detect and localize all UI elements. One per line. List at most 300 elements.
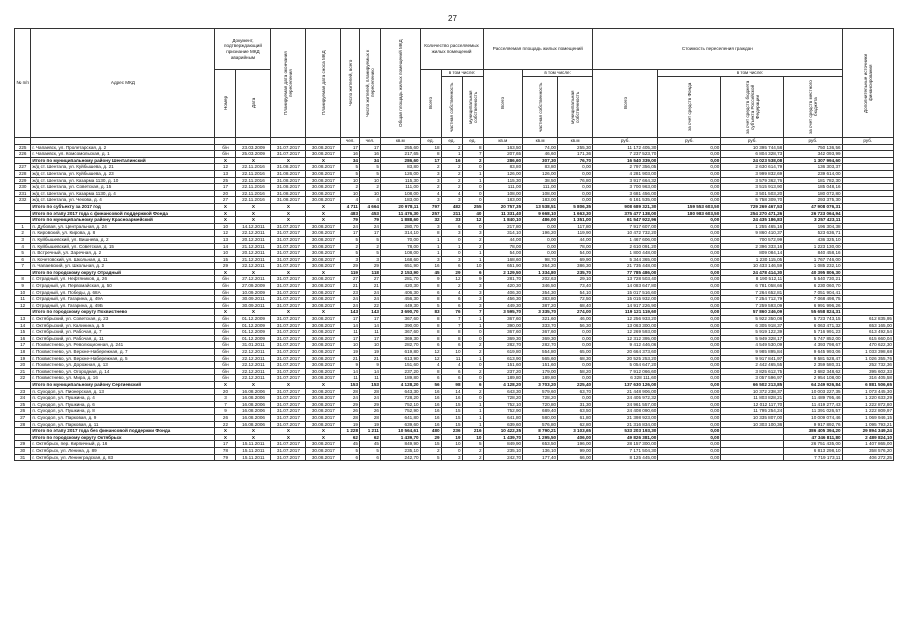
table-cell: 375 477 138,00 [593,210,658,217]
table-cell: 0 [441,447,462,454]
table-row [15,144,894,151]
table-cell: 30.08.2017 [306,223,341,230]
table-cell: 25 [15,401,31,408]
table-cell: 16 [420,401,441,408]
table-cell: 10 372 238,37 [721,388,784,395]
table-cell: б/н [215,144,236,151]
table-cell: X [271,309,306,316]
table-cell: 45 [341,441,360,448]
table-cell: 4 [15,243,31,250]
table-cell: 15 [441,401,462,408]
table-cell: 45 [420,269,441,276]
table-cell: 12 312 395,00 [593,335,658,342]
table-row [15,454,894,461]
table-cell: 10 [341,190,360,197]
table-cell: 252 732,36 [842,362,893,369]
table-cell: 2 630 614,79 [721,164,784,171]
table-cell: 314,10 [380,230,420,237]
table-cell: 21 [341,283,360,290]
table-cell: 7 259 593,09 [721,302,784,309]
table-cell: 22.11.2016 [236,190,271,197]
table-cell: 3 [441,230,462,237]
table-cell: 17 [360,316,381,323]
table-cell: 19 [341,349,360,356]
table-cell: 22.11.2016 [236,197,271,204]
table-cell: 30.08.2017 [306,256,341,263]
table-cell: 1 [462,408,483,415]
table-cell: 255 [462,203,483,210]
table-cell: 369,30 [483,335,523,342]
col-extra-sources: Дополнительные источники финансирования [842,29,893,138]
table-cell: 1 [462,414,483,421]
table-cell: б/н [215,316,236,323]
table-cell: 6 [360,454,381,461]
table-cell: 0 [462,335,483,342]
table-cell: 6 [441,302,462,309]
table-cell: 24 408 090,60 [593,408,658,415]
table-cell: 700 572,99 [721,236,784,243]
cell-address: г. Октябрьский, ул. Калинина, д. 5 [31,322,215,329]
table-cell: 24 435 186,83 [721,217,784,224]
table-cell: 689,40 [523,408,558,415]
table-cell: 72,50 [558,296,593,303]
table-cell: 3 682 348,62 [784,368,842,375]
table-cell: X [215,217,236,224]
cell-address: г. Похвистнево, ул. Дорожная, д. 13 [31,362,215,369]
table-cell: 3 257 423,11 [784,217,842,224]
table-cell: 1 230 115,05 [721,256,784,263]
table-cell: 211 [441,210,462,217]
table-row [15,263,894,270]
table-cell: 21 [341,355,360,362]
table-cell: 19 [360,349,381,356]
cell-address: г. Отрадный, ул. Первомайская, д. 50 [31,283,215,290]
cell-address: г. Отрадный, ул. Победы, д. 68А [31,289,215,296]
table-cell: 3 [441,256,462,263]
table-cell: 3 [420,256,441,263]
table-cell: 1 840,10 [483,217,523,224]
table-cell: 0,00 [658,421,721,428]
table-cell: 6 804 328,73 [721,151,784,158]
table-cell: 7 051 904,41 [784,289,842,296]
table-cell: 11 489 795,46 [784,395,842,402]
table-cell: 29 [341,263,360,270]
cell-address: г. Отрадный, ул. Нефтяников, д. 26 [31,276,215,283]
table-cell: 0,00 [658,381,721,388]
table-cell: 0 [462,362,483,369]
cell-address: ж/д ст. Шентала, ул. Казарма 1130, д. 4 [31,190,215,197]
table-cell: 1 [441,243,462,250]
col-total-area: Общая площадь жилых помещений МКД [380,29,420,138]
table-cell: 16.08.2006 [236,421,271,428]
table-cell: 30.08.2017 [306,441,341,448]
table-cell: 31.07.2017 [271,151,306,158]
table-cell: 6 [15,256,31,263]
table-cell: 54,00 [558,250,593,257]
table-cell: 1 222 809,97 [842,408,893,415]
table-cell: 99,00 [558,447,593,454]
table-cell: 30.08.2017 [306,388,341,395]
table-cell: 565,60 [523,355,558,362]
table-cell: 0,00 [658,230,721,237]
table-cell: 14 [15,322,31,329]
table-cell: 55 658 824,31 [784,309,842,316]
table-cell: 2 [462,447,483,454]
table-cell: 26 751 435,00 [784,441,842,448]
table-cell: 9 [420,276,441,283]
table-cell: 0,00 [658,349,721,356]
table-cell: 31.07.2017 [271,375,306,382]
table-cell: 0,00 [658,329,721,336]
table-cell: 17 [341,316,360,323]
table-cell: 7 [215,401,236,408]
table-cell: 0,00 [658,170,721,177]
table-cell: 0 [441,236,462,243]
table-cell: 20 525 253,20 [593,355,658,362]
table-cell: 387,20 [523,302,558,309]
table-cell: 2 797 356,05 [593,164,658,171]
table-cell: 908 689 321,30 [593,203,658,210]
table-cell: 16 [420,408,441,415]
table-cell: 21 735 448,00 [593,263,658,270]
table-cell: 9 917 892,76 [784,421,842,428]
table-cell: 8 [420,283,441,290]
table-cell: б/н [215,289,236,296]
cell-address: Итого по муниципальному району Красноармейский [31,217,215,224]
table-cell: 10 [360,342,381,349]
table-cell: 11 795 254,24 [721,408,784,415]
cell-address: г. Чапаевск, ул. Комсомольская, д. 1 [31,151,215,158]
table-cell: 7 264 652,81 [721,289,784,296]
table-cell: 10 [15,289,31,296]
table-cell: 225,40 [558,381,593,388]
table-cell: 30.08.2017 [306,170,341,177]
table-cell: 34 [341,157,360,164]
table-cell: 2 [462,243,483,250]
table-cell: 0,00 [658,362,721,369]
table-cell: 613,90 [380,355,420,362]
table-cell: 6 [441,368,462,375]
table-cell: 185 048,16 [784,184,842,191]
table-cell: 136 303,37 [784,164,842,171]
table-cell: 6 [441,296,462,303]
table-cell: 0,00 [658,395,721,402]
table-cell: 16 [360,151,381,158]
table-cell: 6 881 506,65 [842,381,893,388]
table-cell: 2 [462,342,483,349]
table-cell: 23 [15,388,31,395]
table-cell: 456,30 [483,296,523,303]
table-cell: 6 [462,381,483,388]
table-cell: 274,00 [558,309,593,316]
table-row [15,276,894,283]
table-cell: X [271,428,306,435]
table-cell: 17 [360,230,381,237]
table-cell: 0,00 [658,276,721,283]
table-cell: 0,00 [658,197,721,204]
table-cell: 62,80 [558,421,593,428]
table-cell: 2 [441,144,462,151]
col-cost-incl: в том числе: [658,70,842,77]
table-cell: 236 [441,428,462,435]
table-cell: X [271,203,306,210]
table-cell: 11 [360,329,381,336]
cell-address: г. Отрадный, ул. Гагарина, д. 49А [31,296,215,303]
table-cell [842,250,893,257]
table-cell: 30.08.2017 [306,164,341,171]
table-cell: 46,60 [523,151,558,158]
col-plan-end: Планируемая дата окончания переселения [271,29,306,138]
table-cell: 17 [360,144,381,151]
table-cell: 1 [15,223,31,230]
table-cell: 151,60 [483,362,523,369]
table-cell: X [236,210,271,217]
table-cell [842,210,893,217]
cell-address: Итого по субъекту за 2017 год [31,203,215,210]
table-cell: 126,00 [380,170,420,177]
table-row [15,151,894,158]
table-cell: 31.07.2017 [271,395,306,402]
table-cell: X [306,309,341,316]
table-cell: 153 [341,381,360,388]
table-cell: 367,60 [523,329,558,336]
table-row [15,441,894,448]
table-cell: 29 [441,269,462,276]
table-cell: 183,00 [483,197,523,204]
table-cell: 30.08.2017 [306,243,341,250]
subtotal-row [15,381,894,388]
table-cell: 6 [341,454,360,461]
table-cell [842,283,893,290]
table-cell: 6 [420,342,441,349]
table-cell: 189,80 [523,375,558,382]
table-cell: 22.12.2011 [236,349,271,356]
table-cell: 0,00 [558,335,593,342]
table-cell: 720,80 [523,401,558,408]
table-cell: 342 093,99 [784,151,842,158]
table-cell: 15 017 516,60 [593,289,658,296]
table-cell: 20 664 373,60 [593,349,658,356]
table-cell: 14 [360,322,381,329]
table-cell: 21.12.2011 [236,256,271,263]
table-cell: 4 281 903,00 [593,170,658,177]
table-cell: 9 [15,283,31,290]
table-cell: 1 307 994,60 [784,157,842,164]
table-cell: 8 [420,322,441,329]
cell-address: п. Дубовая, ул. Центральная, д. 24 [31,223,215,230]
table-cell: 11 331,40 [483,210,523,217]
table-cell: 456,30 [380,296,420,303]
table-cell: 30.08.2017 [306,230,341,237]
table-cell: 3 [441,197,462,204]
table-cell: 3 [360,256,381,263]
table-cell: 168,60 [380,256,420,263]
table-cell: 115,30 [483,177,523,184]
table-cell: 143 [341,309,360,316]
subtotal-row [15,210,894,217]
table-cell: 24 [360,223,381,230]
table-cell: 47 908 076,31 [784,203,842,210]
table-cell: 23 [341,289,360,296]
table-cell: 5 540 730,21 [784,276,842,283]
table-cell: 0,00 [658,243,721,250]
table-cell: 12 [215,230,236,237]
table-cell: 181 782,30 [784,177,842,184]
table-cell: 1 663,30 [558,210,593,217]
table-cell: 29 [360,263,381,270]
table-cell: 30.08.2017 [306,144,341,151]
subtotal-row [15,217,894,224]
table-cell: 0,00 [558,375,593,382]
table-cell: 180 983 603,50 [658,210,721,217]
table-row [15,256,894,263]
table-cell [842,223,893,230]
table-cell: 19 [15,355,31,362]
table-cell: 183,00 [380,197,420,204]
table-cell: 1 407 865,00 [842,441,893,448]
table-cell: 17 [341,335,360,342]
table-cell: 728,20 [483,395,523,402]
table-cell: X [215,428,236,435]
col-area-incl: в том числе: [523,70,593,77]
table-cell: б/н [215,302,236,309]
subtotal-row [15,269,894,276]
table-cell: 30.08.2017 [306,447,341,454]
table-cell [842,289,893,296]
table-cell: 30.08.2017 [306,414,341,421]
table-cell: 2 [462,236,483,243]
table-cell: X [306,428,341,435]
table-cell: 1 334,80 [523,269,558,276]
table-cell: 5 758 309,70 [721,197,784,204]
table-cell: 30.08.2017 [306,342,341,349]
table-cell: 31.08.2017 [271,164,306,171]
table-cell: 0,00 [658,309,721,316]
col-no: № п/п [15,29,31,138]
table-row [15,388,894,395]
table-cell: 20.12.2011 [236,236,271,243]
table-cell: 118 [360,269,381,276]
table-cell: X [306,434,341,441]
table-cell: 01.12.2009 [236,316,271,323]
table-cell: 11 [360,375,381,382]
table-cell: 13 063 300,00 [593,322,658,329]
table-cell: 3 999 832,69 [721,170,784,177]
table-cell: 12 012 117,70 [721,401,784,408]
col-doc-num: Номер [215,70,236,138]
table-cell: 20.12.2011 [236,250,271,257]
table-cell: 449,30 [380,302,420,309]
table-cell: 31.07.2017 [271,296,306,303]
table-cell: 163,50 [483,144,523,151]
table-cell: 29 [341,401,360,408]
col-area-municipal: муниципальная собственность [558,76,593,137]
table-cell: 533 203 193,30 [593,428,658,435]
table-cell [15,269,31,276]
table-cell: 2 [462,388,483,395]
table-cell: 367,60 [483,329,523,336]
table-row [15,414,894,421]
table-cell: 119 [341,269,360,276]
table-cell: 0,00 [658,342,721,349]
table-cell: 1 [462,170,483,177]
table-cell: 2 [441,177,462,184]
table-row [15,230,894,237]
table-cell: 202,63 [523,276,558,283]
table-cell: 30.08.2017 [306,190,341,197]
table-cell: 14 [215,243,236,250]
table-cell: 5 [341,250,360,257]
table-cell: 13 [15,316,31,323]
table-cell [15,210,31,217]
table-cell: 12 [420,355,441,362]
table-cell: 26 [215,414,236,421]
table-cell: 13 728 503,40 [593,276,658,283]
cell-address: г. Октябрьский, ул. Советская, д. 23 [31,316,215,323]
table-cell: 367,60 [380,329,420,336]
table-cell: X [271,157,306,164]
table-cell: 254 270 471,26 [721,210,784,217]
table-cell: 9 [360,362,381,369]
table-cell: X [306,381,341,388]
table-cell: 44,00 [558,236,593,243]
table-cell: 11 [15,296,31,303]
table-cell: 14 [360,368,381,375]
table-cell: 9 581 528,47 [784,355,842,362]
table-cell: 10 [441,441,462,448]
table-cell: 31.07.2017 [271,355,306,362]
table-cell: 420,30 [483,283,523,290]
col-area-resettle: Расселяемая площадь жилых помещений [483,29,593,70]
table-row [15,250,894,257]
table-cell: 34 [360,157,381,164]
table-cell: 0,00 [658,263,721,270]
table-cell: 26 [341,408,360,415]
table-cell: 0,00 [658,401,721,408]
table-cell: 390,00 [380,322,420,329]
table-cell: 2 153,90 [380,269,420,276]
table-cell: 1 [462,256,483,263]
table-cell: 10 335 807,00 [721,414,784,421]
table-cell: 4 [420,362,441,369]
table-cell: 0,00 [558,184,593,191]
table-cell: 0 [462,395,483,402]
table-cell: 8 [15,276,31,283]
col-rooms-total: Всего [420,70,441,138]
table-cell [842,164,893,171]
table-cell: б/н [215,362,236,369]
table-cell: 115,30 [380,177,420,184]
table-cell: 30.08.2017 [306,421,341,428]
table-cell: 68,30 [558,355,593,362]
table-row [15,408,894,415]
table-cell: 1 033 398,68 [842,349,893,356]
table-cell: 64 249 926,84 [784,381,842,388]
unit-cell: руб. [593,137,658,144]
table-cell [15,157,31,164]
table-cell: 24 405 972,32 [593,395,658,402]
table-cell: 237,20 [483,368,523,375]
cell-address: г. Октябрьск, ул. Ленина, д. 89 [31,447,215,454]
table-cell: 3 335,70 [523,309,558,316]
table-cell: 0,00 [658,236,721,243]
table-row [15,368,894,375]
table-cell: 11 803 828,21 [721,395,784,402]
table-cell: 1 439,70 [380,434,420,441]
table-cell: 286,60 [380,157,420,164]
table-cell: 8 [420,329,441,336]
table-cell: 840 458,16 [784,250,842,257]
